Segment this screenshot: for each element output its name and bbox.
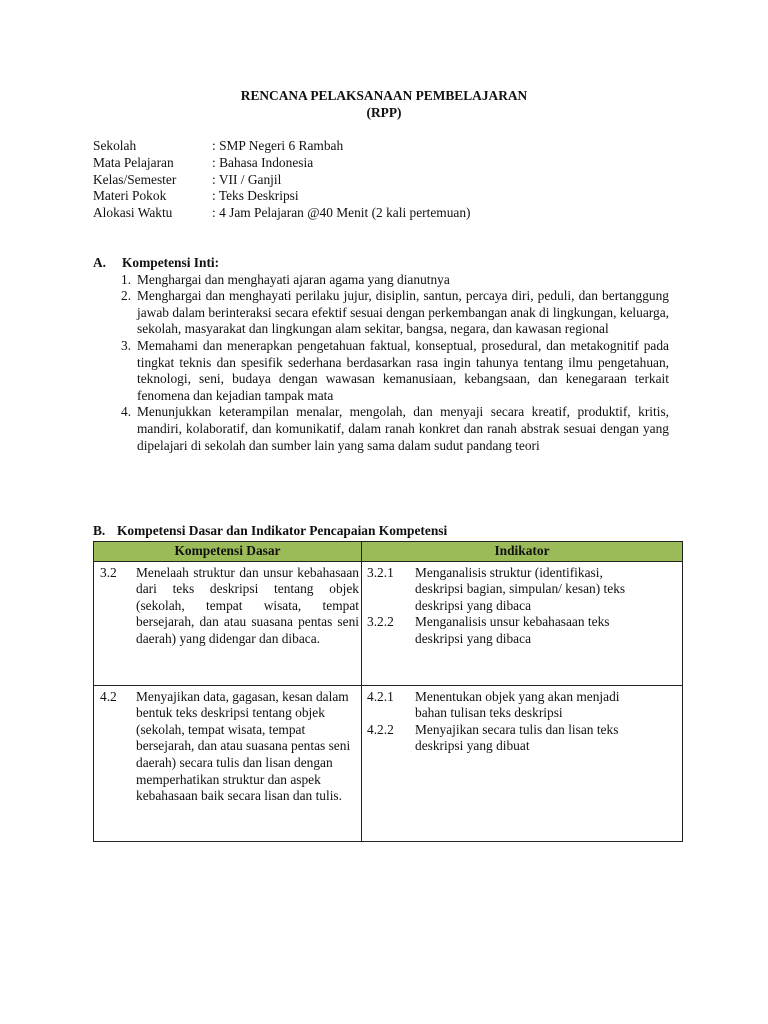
indicator-item <box>362 565 682 615</box>
indicator-item <box>362 722 682 755</box>
list-text: Memahami dan menerapkan pengetahuan faktual, konseptual, prosedural, dan metakognitif pada tingkat teknis dan spesifik sederhana berdasarkan rasa ingin tahunya tentang ilmu pengetahuan, teknologi, seni, budaya dengan wawasan kemanusiaan, kebangsaan, dan kenegaraan terkait fenomena dan kejadian tampak mata <box>137 337 669 403</box>
list-number: 2. <box>121 288 132 304</box>
indicator-text: Menganalisis unsur kebahasaan teks deskripsi yang dibaca <box>415 614 610 646</box>
list-item <box>121 288 669 338</box>
section-heading <box>93 523 683 540</box>
indicator-item <box>362 689 682 722</box>
section-letter: A. <box>93 255 107 270</box>
kompetensi-inti-list <box>121 272 669 455</box>
info-value: : VII / Ganjil <box>212 171 282 187</box>
info-label: Materi Pokok <box>93 188 167 204</box>
column-header-indikator: Indikator <box>362 541 683 561</box>
kd-text: Menyajikan data, gagasan, kesan dalam bentuk teks deskripsi tentang objek (sekolah, tempat wisata, tempat bersejarah, dan atau suasana pentas seni daerah) secara tulis dan lisan dengan memperhatikan struktur dan aspek kebahasaan baik secara lisan dan tulis. <box>136 688 351 804</box>
kd-cell <box>94 685 362 841</box>
indicator-number: 4.2.2 <box>367 721 394 737</box>
indicator-number: 3.2.2 <box>367 614 394 630</box>
section-letter: B. <box>93 523 106 538</box>
info-row-mata-pelajaran <box>93 155 471 172</box>
indicator-cell <box>362 561 683 685</box>
info-row-alokasi-waktu <box>93 205 471 222</box>
document-title <box>0 88 768 121</box>
kd-number: 3.2 <box>100 564 117 580</box>
list-text: Menghargai dan menghayati ajaran agama yang dianutnya <box>137 271 450 287</box>
indicator-text: Menyajikan secara tulis dan lisan teks deskripsi yang dibuat <box>415 721 619 754</box>
info-label: Alokasi Waktu <box>93 205 173 221</box>
section-title: Kompetensi Inti: <box>122 255 220 270</box>
table-row <box>94 561 683 685</box>
section-kompetensi-dasar <box>93 523 683 842</box>
info-value: : 4 Jam Pelajaran @40 Menit (2 kali pertemuan) <box>212 205 471 221</box>
indicator-number: 4.2.1 <box>367 688 394 704</box>
list-number: 3. <box>121 337 132 353</box>
kd-number: 4.2 <box>100 688 117 704</box>
indicator-item <box>362 614 682 647</box>
info-row-kelas-semester <box>93 172 471 189</box>
list-number: 4. <box>121 404 132 420</box>
info-value: : Bahasa Indonesia <box>212 154 314 170</box>
info-row-sekolah <box>93 138 471 155</box>
identity-block <box>93 138 471 222</box>
column-header-kompetensi-dasar: Kompetensi Dasar <box>94 541 362 561</box>
list-item <box>121 404 669 454</box>
list-text: Menunjukkan keterampilan menalar, mengolah, dan menyaji secara kreatif, produktif, kritis, mandiri, kolaboratif, dan komunikatif, dalam ranah konkret dan ranah abstrak sesuai dengan yang dipelajari di sekolah dan sumber lain yang sama dalam sudut pandang teori <box>137 404 669 453</box>
table-row <box>94 685 683 841</box>
info-label: Kelas/Semester <box>93 171 177 187</box>
kd-cell <box>94 561 362 685</box>
list-text: Menghargai dan menghayati perilaku jujur, disiplin, santun, percaya diri, peduli, dan bertanggung jawab dalam berinteraksi secara efektif sesuai dengan perkembangan anak di lingkungan, keluarga, sekolah, masyarakat dan lingkungan alam sekitar, bangsa, negara, dan kawasan regional <box>137 288 669 337</box>
list-item <box>121 272 669 289</box>
title-line-1: RENCANA PELAKSANAAN PEMBELAJARAN <box>240 88 528 103</box>
info-value: : SMP Negeri 6 Rambah <box>212 138 344 153</box>
section-heading <box>93 255 669 272</box>
info-row-materi-pokok <box>93 188 471 205</box>
kd-text: Menelaah struktur dan unsur kebahasaan dari teks deskripsi tentang objek (sekolah, tempat wisata, tempat bersejarah, dan atau suasana pentas seni daerah) yang didengar dan dibaca. <box>136 564 359 646</box>
section-kompetensi-inti <box>93 255 669 454</box>
list-item <box>121 338 669 404</box>
indicator-cell <box>362 685 683 841</box>
info-label: Sekolah <box>93 138 137 153</box>
indicator-text: Menentukan objek yang akan menjadi bahan tulisan teks deskripsi <box>415 688 620 721</box>
info-label: Mata Pelajaran <box>93 154 174 170</box>
indicator-text: Menganalisis struktur (identifikasi, deskripsi bagian, simpulan/ kesan) teks deskripsi yang dibaca <box>415 564 626 613</box>
competency-table <box>93 541 683 842</box>
table-header-row <box>94 541 683 561</box>
title-line-2: (RPP) <box>366 104 402 120</box>
list-number: 1. <box>121 271 132 287</box>
section-title: Kompetensi Dasar dan Indikator Pencapaian Kompetensi <box>117 523 448 538</box>
indicator-number: 3.2.1 <box>367 564 394 580</box>
info-value: : Teks Deskripsi <box>212 188 299 204</box>
